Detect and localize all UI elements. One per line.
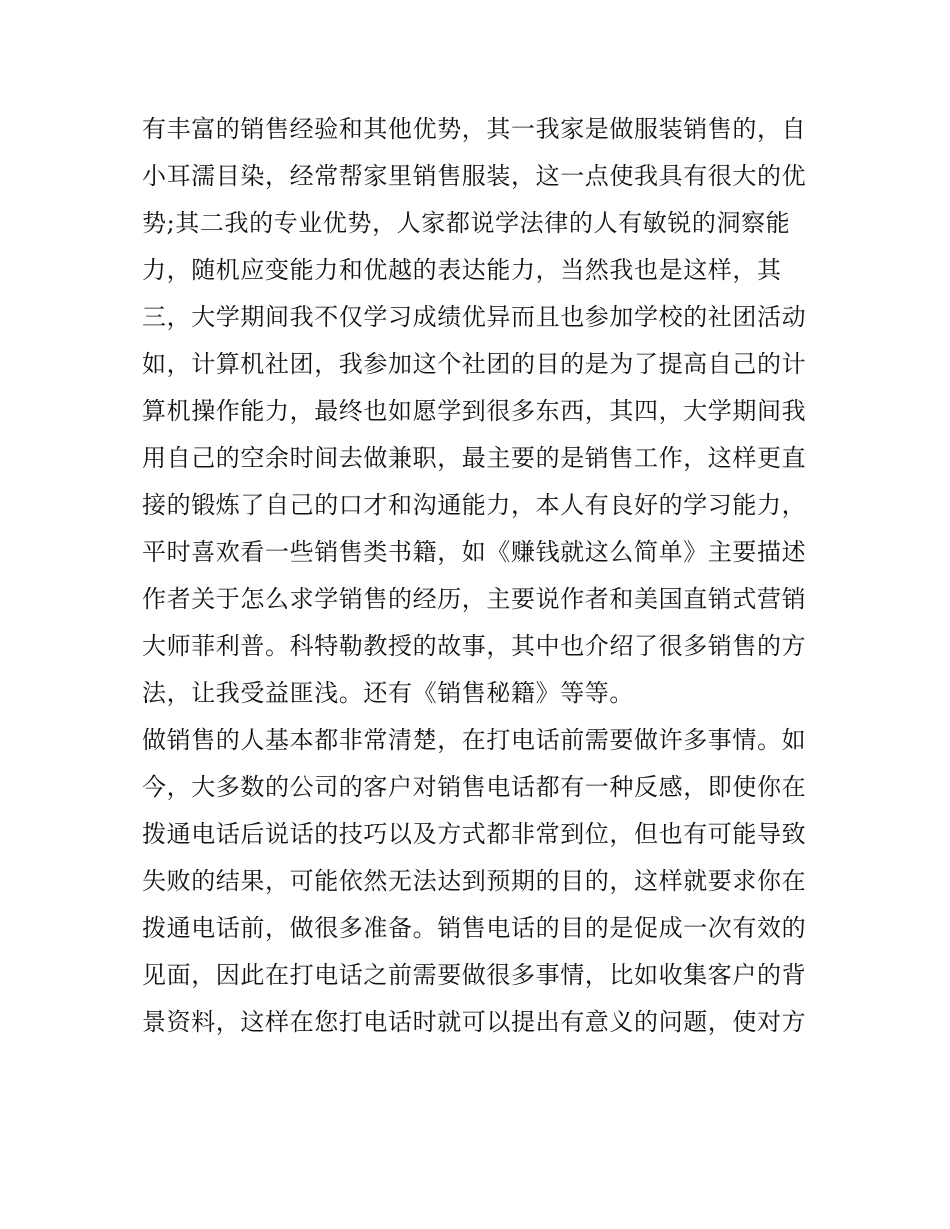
text-line: 三，大学期间我不仅学习成绩优异而且也参加学校的社团活动 <box>142 303 807 331</box>
text-line: 力，随机应变能力和优越的表达能力，当然我也是这样，其 <box>142 256 782 284</box>
text-line: 作者关于怎么求学销售的经历，主要说作者和美国直销式营销 <box>142 585 807 613</box>
text-line: 拨通电话前，做很多准备。销售电话的目的是促成一次有效的 <box>142 914 807 942</box>
text-line: 用自己的空余时间去做兼职，最主要的是销售工作，这样更直 <box>142 444 807 472</box>
text-line: 接的锻炼了自己的口才和沟通能力，本人有良好的学习能力， <box>142 491 807 519</box>
text-line: 势;其二我的专业优势，人家都说学法律的人有敏锐的洞察能 <box>142 209 791 237</box>
text-line: 有丰富的销售经验和其他优势，其一我家是做服装销售的，自 <box>142 115 807 143</box>
body-text <box>142 106 822 1046</box>
text-line: 如，计算机社团，我参加这个社团的目的是为了提高自己的计 <box>142 350 807 378</box>
text-line: 拨通电话后说话的技巧以及方式都非常到位，但也有可能导致 <box>142 820 807 848</box>
text-line: 做销售的人基本都非常清楚，在打电话前需要做许多事情。如 <box>142 726 807 754</box>
text-line: 见面，因此在打电话之前需要做很多事情，比如收集客户的背 <box>142 961 807 989</box>
text-line: 大师菲利普。科特勒教授的故事，其中也介绍了很多销售的方 <box>142 632 807 660</box>
text-line: 今，大多数的公司的客户对销售电话都有一种反感，即使你在 <box>142 773 807 801</box>
text-line: 法，让我受益匪浅。还有《销售秘籍》等等。 <box>142 679 634 707</box>
text-line: 景资料，这样在您打电话时就可以提出有意义的问题，使对方 <box>142 1008 807 1036</box>
text-line: 平时喜欢看一些销售类书籍，如《赚钱就这么简单》主要描述 <box>142 538 807 566</box>
text-line: 失败的结果，可能依然无法达到预期的目的，这样就要求你在 <box>142 867 807 895</box>
text-line: 小耳濡目染，经常帮家里销售服装，这一点使我具有很大的优 <box>142 162 807 190</box>
text-line: 算机操作能力，最终也如愿学到很多东西，其四，大学期间我 <box>142 397 807 425</box>
